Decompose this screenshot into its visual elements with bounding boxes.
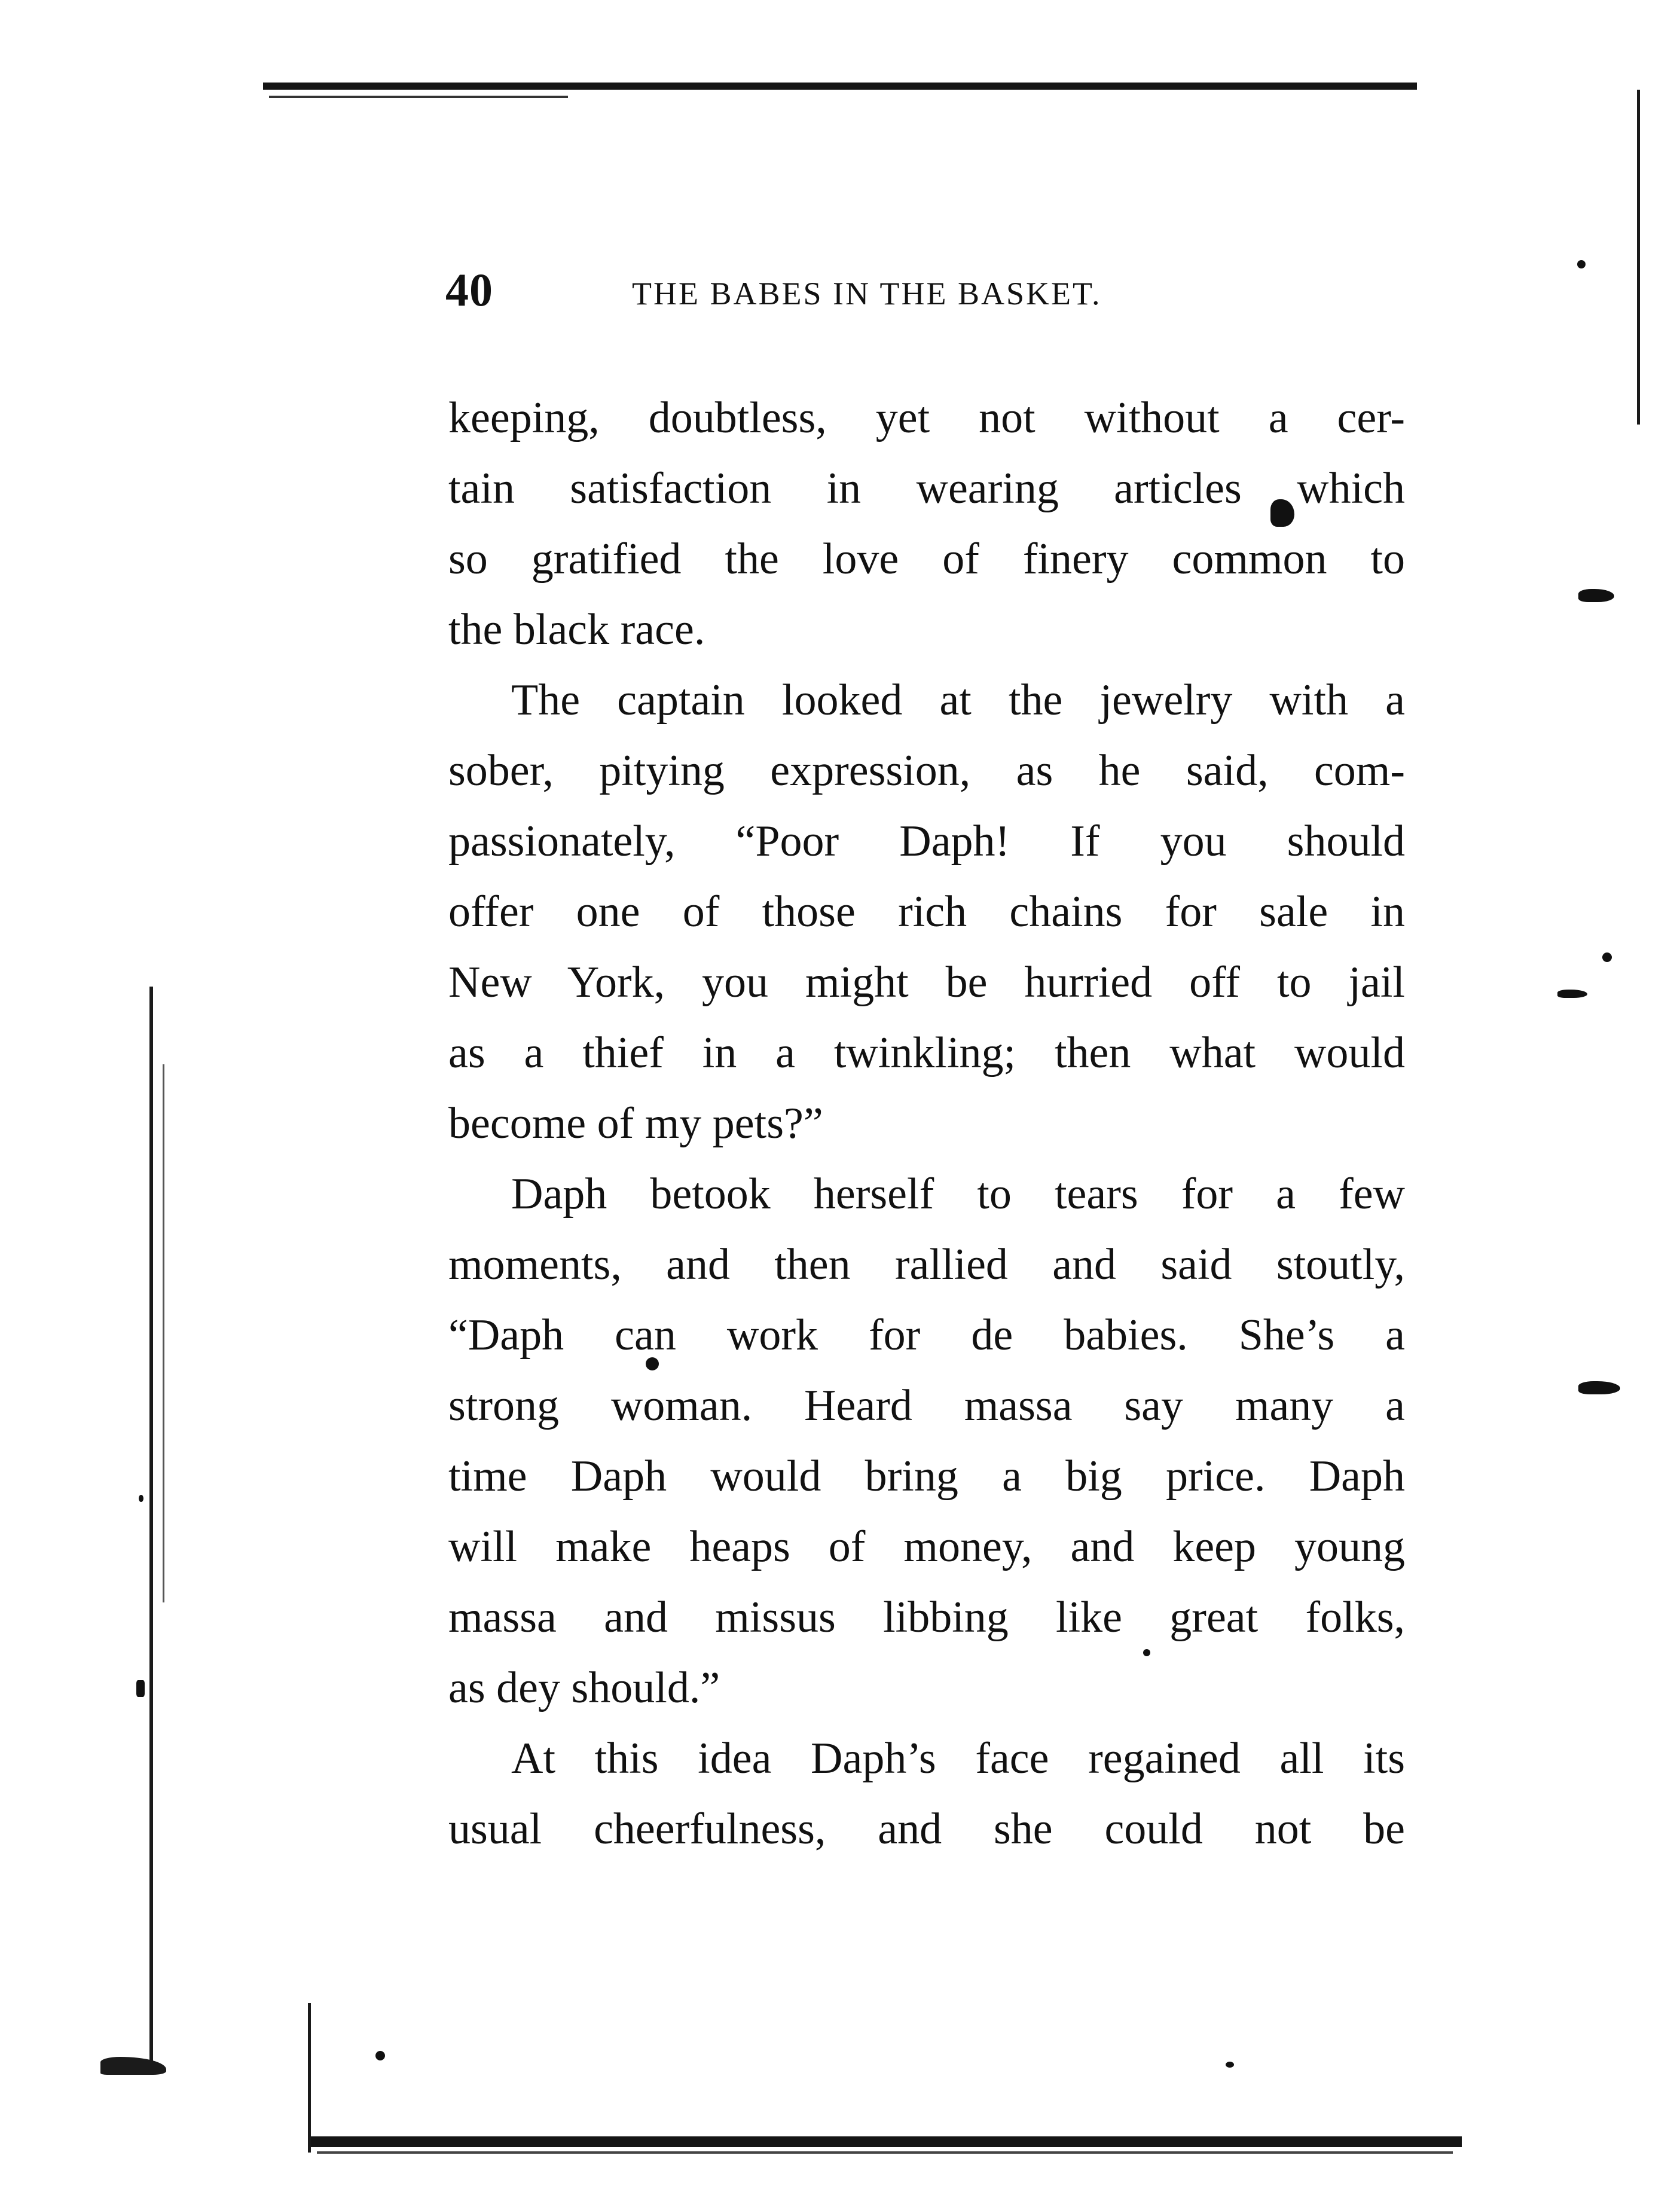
text-line: as a thief in a twinkling; then what would xyxy=(448,1028,1405,1077)
text-line: usual cheerfulness, and she could not be xyxy=(448,1805,1405,1854)
text-line: become of my pets?” xyxy=(448,1099,823,1148)
text-line: passionately, “Poor Daph! If you should xyxy=(448,817,1405,866)
text-line: The captain looked at the jewelry with a xyxy=(511,676,1405,725)
text-line: will make heaps of money, and keep young xyxy=(448,1522,1405,1571)
text-line: New York, you might be hurried off to jail xyxy=(448,958,1405,1007)
bottom-rule-thin xyxy=(317,2151,1453,2154)
bottom-rule xyxy=(311,2136,1462,2147)
ink-blot xyxy=(1578,1381,1620,1394)
text-line: so gratified the love of finery common to xyxy=(448,535,1405,584)
text-line: as dey should.” xyxy=(448,1663,720,1712)
ink-blot xyxy=(100,2057,166,2075)
text-line: keeping, doubtless, yet not without a cer- xyxy=(448,393,1405,442)
body-text xyxy=(448,383,1405,1864)
page-number: 40 xyxy=(445,264,493,316)
text-line: sober, pitying expression, as he said, com- xyxy=(448,746,1405,795)
ink-blot xyxy=(1557,990,1587,998)
text-line: strong woman. Heard massa say many a xyxy=(448,1381,1405,1430)
text-line: Daph betook herself to tears for a few xyxy=(511,1170,1405,1219)
ink-speck xyxy=(1602,952,1612,962)
left-page-edge xyxy=(149,987,153,2075)
top-rule-thin xyxy=(269,96,568,98)
running-title: THE BABES IN THE BASKET. xyxy=(632,276,1102,312)
top-rule xyxy=(263,83,1417,90)
text-line: time Daph would bring a big price. Daph xyxy=(448,1452,1405,1501)
text-line: massa and missus libbing like great folks, xyxy=(448,1593,1405,1642)
right-page-edge xyxy=(1637,90,1640,425)
text-line: offer one of those rich chains for sale in xyxy=(448,887,1405,936)
ink-speck xyxy=(139,1495,143,1502)
running-head xyxy=(445,263,1217,323)
left-page-edge-faint xyxy=(163,1064,164,1602)
text-line: At this idea Daph’s face regained all its xyxy=(511,1734,1405,1783)
text-line: “Daph can work for de babies. She’s a xyxy=(448,1311,1405,1360)
ink-speck xyxy=(375,2051,385,2060)
text-line: the black race. xyxy=(448,605,705,654)
ink-blot xyxy=(1578,589,1614,602)
left-page-edge-lower xyxy=(308,2003,311,2153)
text-line: tain satisfaction in wearing articles which xyxy=(448,464,1405,513)
ink-speck xyxy=(136,1680,145,1697)
text-line: moments, and then rallied and said stoutly, xyxy=(448,1240,1405,1289)
ink-speck xyxy=(1226,2062,1234,2068)
ink-speck xyxy=(1577,260,1586,268)
